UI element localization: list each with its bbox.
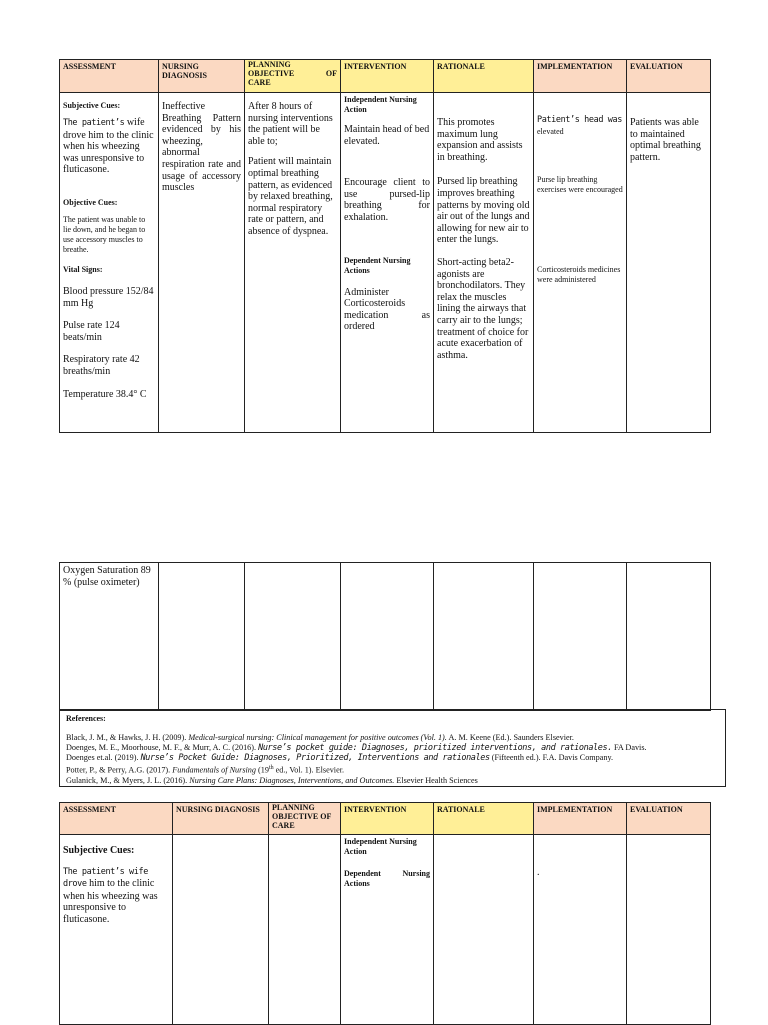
reference-4-title: Fundamentals of Nursing (172, 765, 256, 775)
care-plan-table-1 (59, 59, 711, 433)
diagnosis-cell (173, 835, 269, 1025)
header-objective-of-care: OBJECTIVE OF CARE (272, 812, 332, 830)
header-objective-of (248, 69, 337, 78)
header-implementation: IMPLEMENTATION (534, 60, 627, 93)
empty-cell (159, 563, 245, 711)
implementation-cell (534, 835, 627, 1025)
rationale-text-2: Pursed lip breathing improves breathing patterns by moving old air out of the lungs and allowing for new air to enter the lungs. (437, 176, 530, 246)
reference-3-authors: Doenges et.al. (2019). (66, 753, 139, 762)
care-plan-table-2 (59, 562, 711, 711)
independent-nursing-label: Independent Nursing Action (344, 837, 417, 856)
reference-2-publisher: FA Davis. (613, 743, 647, 752)
objective-text-1: After 8 hours of nursing interventions the patient will be able to; (248, 101, 333, 147)
respiratory-rate-text: Respiratory rate 42 breaths/min (63, 354, 140, 377)
implementation-mark: . (537, 867, 540, 878)
independent-nursing-label: Independent Nursing Action (344, 95, 417, 114)
implementation-cell (534, 93, 627, 433)
reference-4-publisher: ed., Vol. 1). Elsevier. (275, 765, 345, 775)
objective-text-2: Patient will maintain optimal breathing pattern, as evidenced by relaxed breathing, normal respiratory rate or pattern, and absence of dyspnea. (248, 156, 333, 237)
reference-3-title: Nurse’s Pocket Guide: Diagnoses, Prioritized, Interventions and rationales (140, 753, 490, 763)
dependent-nursing-label: Dependent Nursing Actions (344, 869, 430, 888)
intervention-text-1: Maintain head of bed elevated. (344, 124, 430, 147)
assessment-cell (60, 93, 159, 433)
subjective-handwritten: The patient’s (63, 118, 125, 128)
objective-cell (245, 93, 341, 433)
header-intervention: INTERVENTION (341, 803, 434, 835)
reference-3-publisher: (Fifteenth ed.). F.A. Davis Company. (491, 753, 614, 762)
rationale-text-3: Short-acting beta2-agonists are bronchodilators. They relax the muscles lining the airways that carry air to the lungs; treatment of choice for acute exacerbation of asthma. (437, 256, 529, 361)
rationale-cell (434, 835, 534, 1025)
reference-4-authors: Potter, P., & Perry, A.G. (2017). (66, 765, 171, 775)
implementation-handwritten: Patient’s head was (537, 115, 622, 125)
subjective-cues-label: Subjective Cues: (63, 845, 135, 856)
reference-4-edition: (19 (258, 765, 269, 775)
content-row (60, 835, 711, 1025)
empty-cell (245, 563, 341, 711)
diagnosis-text: Ineffective Breathing Pattern evidenced by his wheezing, abnormal respiration rate and usage of accessory muscles (162, 101, 241, 194)
evaluation-cell (627, 93, 711, 433)
reference-5-publisher: Elsevier Health Sciences (396, 775, 478, 785)
temperature-text: Temperature 38.4° C (63, 388, 147, 400)
header-planning (269, 803, 341, 835)
reference-1-publisher: A. M. Keene (Ed.). Saunders Elsevier. (448, 733, 574, 742)
header-objective-word: OBJECTIVE (248, 69, 295, 78)
reference-5-authors: Gulanick, M., & Myers, J. L. (2016). (66, 775, 188, 785)
oxygen-cell (60, 563, 159, 711)
header-assessment: ASSESSMENT (60, 60, 159, 93)
header-row (60, 60, 711, 93)
header-planning-label: PLANNING (272, 803, 315, 812)
subjective-cues-text (63, 866, 169, 926)
subjective-cues-label: Subjective Cues: (63, 101, 121, 110)
header-nursing-diagnosis: NURSING DIAGNOSIS (159, 60, 245, 93)
reference-5-title: Nursing Care Plans: Diagnoses, Interventions, and Outcomes. (189, 775, 395, 785)
assessment-cell (60, 835, 173, 1025)
header-planning (245, 60, 341, 93)
intervention-cell (341, 835, 434, 1025)
header-rationale: RATIONALE (434, 60, 534, 93)
oxygen-saturation-text: Oxygen Saturation 89 % (pulse oximeter) (63, 565, 151, 588)
subjective-cues-body: wife drove him to the clinic when his wheezing was unresponsive to fluticasone. (63, 117, 154, 176)
subjective-cues-body: him to the clinic when his wheezing was unresponsive to fluticasone. (63, 878, 158, 925)
empty-cell (434, 563, 534, 711)
care-plan-table-3 (59, 802, 711, 1025)
content-row (60, 93, 711, 433)
rationale-text-1: This promotes maximum lung expansion and assists in breathing. (437, 117, 523, 163)
header-implementation: IMPLEMENTATION (534, 803, 627, 835)
reference-2 (66, 743, 719, 753)
vital-signs-label: Vital Signs: (63, 264, 103, 274)
header-nursing-diagnosis: NURSING DIAGNOSIS (173, 803, 269, 835)
header-row (60, 803, 711, 835)
reference-4 (66, 763, 719, 776)
empty-cell (534, 563, 627, 711)
objective-cues-text: The patient was unable to lie down, and he began to use accessory muscles to breathe. (63, 214, 146, 254)
intervention-cell (341, 93, 434, 433)
evaluation-cell (627, 835, 711, 1025)
reference-3 (66, 753, 719, 763)
reference-5 (66, 776, 719, 786)
objective-cues-label: Objective Cues: (63, 197, 118, 207)
intervention-text-3: Administer Corticosteroids medication as ordered (344, 286, 430, 333)
evaluation-text: Patients was able to maintained optimal breathing pattern. (630, 117, 701, 163)
subjective-cues-text (63, 117, 155, 176)
references-label: References: (66, 714, 106, 723)
objective-cell (269, 835, 341, 1025)
implementation-text-2: Purse lip breathing exercises were encouraged (537, 174, 623, 194)
pulse-rate-text: Pulse rate 124 beats/min (63, 320, 120, 343)
header-of-word: OF (325, 69, 337, 78)
reference-2-authors: Doenges, M. E., Moorhouse, M. F., & Murr, A. C. (2016). (66, 743, 257, 752)
continuation-row (60, 563, 711, 711)
implementation-text-3: Corticosteroids medicines were administered (537, 264, 621, 284)
intervention-text-2: Encourage client to use pursed-lip breathing for exhalation. (344, 177, 430, 223)
reference-1-title: Medical-surgical nursing: Clinical management for positive outcomes (Vol. 1). (188, 733, 447, 742)
dependent-nursing-label: Dependent Nursing Actions (344, 255, 411, 275)
empty-cell (341, 563, 434, 711)
reference-1-authors: Black, J. M., & Hawks, J. H. (2009). (66, 733, 187, 742)
rationale-cell (434, 93, 534, 433)
header-evaluation: EVALUATION (627, 803, 711, 835)
implementation-text-1: elevated (537, 126, 564, 136)
blood-pressure-text: Blood pressure 152/84 mm Hg (63, 285, 154, 309)
reference-2-title: Nurse’s pocket guide: Diagnoses, prioritized interventions, and rationales. (258, 743, 612, 753)
header-intervention: INTERVENTION (341, 60, 434, 93)
header-assessment: ASSESSMENT (60, 803, 173, 835)
header-planning-label: PLANNING (248, 60, 291, 69)
header-evaluation: EVALUATION (627, 60, 711, 93)
header-rationale: RATIONALE (434, 803, 534, 835)
header-care-word: CARE (248, 78, 271, 87)
reference-1 (66, 733, 719, 743)
subjective-handwritten: The patient’s wife drove (63, 866, 148, 890)
reference-4-superscript: th (268, 765, 274, 771)
empty-cell (627, 563, 711, 711)
diagnosis-cell (159, 93, 245, 433)
references-box (59, 709, 726, 787)
